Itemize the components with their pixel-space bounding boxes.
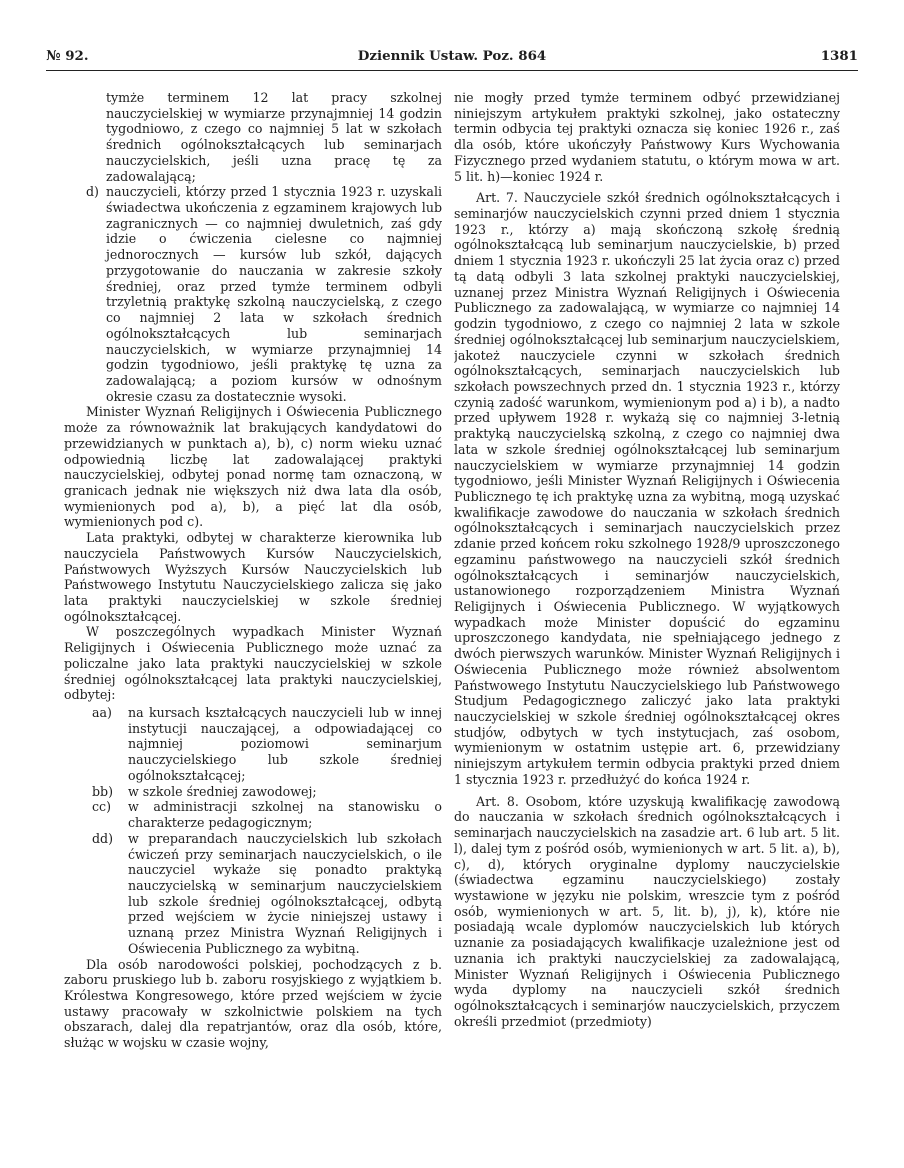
sub-item-aa (64, 705, 442, 784)
sub-item-label: dd) (92, 830, 114, 846)
right-column (454, 90, 840, 1160)
sub-item-dd (64, 831, 442, 957)
list-item-text: nauczycieli, którzy przed 1 stycznia 1923 r. uzyskali świadectwa ukończenia z egzaminem krajowych lub zagranicznych — co najmniej dwuletnich, zaś gdy idzie o ćwiczenia cielesne co najmniej jednorocznych — kursów lub szkół, dających przygotowanie do nauczania w zakresie szkoły średniej, oraz przed tymże terminem odbyli trzyletnią praktykę szkolną nauczycielską, z czego co najmniej 2 lata w szkołach średnich ogólnokształcących lub seminarjach nauczycielskich, w wymiarze przynajmniej 14 godzin tygodniowo, jeśli praktykę tę uzna za zadowalającą; a poziom kursów w odnośnym okresie czasu za dostatecznie wysoki. (106, 184, 442, 404)
issue-number: № 92. (46, 48, 89, 64)
paragraph-minister: Minister Wyznań Religijnych i Oświecenia Publicznego może za równoważnik lat brakujących kandydatowi do przewidzianych w punktach a), b), c) norm wieku uznać odpowiednią liczbę lat zadowalającej praktyki nauczycielskiej, odbytej ponad normę tam oznaczoną, w granicach jednak nie większych niż dwa lata dla osób, wymienionych pod a), b), a pięć lat dla osób, wymienionych pod c). (64, 404, 442, 530)
paragraph-w-poszczegolnych: W poszczególnych wypadkach Minister Wyznań Religijnych i Oświecenia Publicznego może uznać za policzalne jako lata praktyki nauczycielskiej w szkole średniej ogólnokształcącej lata praktyki nauczycielskiej, odbytej: (64, 624, 442, 703)
left-column (64, 90, 442, 1160)
sub-item-label: aa) (92, 705, 112, 721)
article-8: Art. 8. Osobom, które uzyskują kwalifikację zawodową do nauczania w szkołach średnich ogólnokształcących i seminarjach nauczycielskich na zasadzie art. 6 lub art. 5 lit. l), dalej tym z pośród osób, wymienionych w art. 5 lit. a), b), c), d), których oryginalne dyplomy nauczycielskie (świadectwa egzaminu nauczycielskiego) zostały wystawione w języku nie polskim, wreszcie tym z pośród osób, wymienionych w art. 5, lit. b), j), k), które nie posiadają wcale dyplomów nauczycielskich lub których uznanie za posiadających kwalifikacje uzależnione jest od uznania ich praktyki nauczycielskiej za zadowalającą, Minister Wyznań Religijnych i Oświecenia Publicznego wyda dyplomy na nauczycieli szkół średnich ogólnokształcących i seminarjów nauczycielskich, przyczem określi przedmiot (przedmioty) (454, 793, 840, 1029)
sub-item-label: cc) (92, 799, 112, 815)
paragraph-lata-praktyki: Lata praktyki, odbytej w charakterze kierownika lub nauczyciela Państwowych Kursów Nauczycielskich, Państwowych Wyższych Kursów Nauczycielskich lub Państwowego Instytutu Nauczycielskiego zalicza się jako lata praktyki nauczycielskiej w szkole średniej ogólnokształcącej. (64, 530, 442, 624)
list-item-d (64, 184, 442, 404)
paragraph-dla-osob: Dla osób narodowości polskiej, pochodzących z b. zaboru pruskiego lub b. zaboru rosyjskiego z wyjątkiem b. Królestwa Kongresowego, które przed wejściem w życie ustawy pracowały w szkolnictwie polskiem na tych obszarach, dalej dla repatrjantów, oraz dla osób, które, służąc w wojsku w czasie wojny, (64, 956, 442, 1051)
journal-title: Dziennik Ustaw. Poz. 864 (357, 48, 547, 64)
page-number: 1381 (820, 48, 858, 64)
continued-paragraph: nie mogły przed tymże terminem odbyć przewidzianej niniejszym artykułem praktyki szkolnej, jako ostateczny termin odbycia tej praktyki oznacza się koniec 1926 r., zaś dla osób, które ukończyły Państwowy Kurs Wychowania Fizycznego przed wydaniem statutu, o którym mowa w art. 5 lit. h)—koniec 1924 r. (454, 90, 840, 184)
sub-item-label: bb) (92, 783, 114, 799)
sub-item-text: w administracji szkolnej na stanowisku o charakterze pedagogicznym; (128, 799, 442, 831)
sub-item-bb (64, 784, 442, 800)
sub-item-text: na kursach kształcących nauczycieli lub w innej instytucji nauczającej, a odpowiadającej co najmniej poziomowi seminarjum nauczycielskiego lub szkole średniej ogólnokształcącej; (128, 705, 442, 783)
list-label: d) (86, 184, 99, 200)
header-rule (46, 70, 858, 71)
sub-item-text: w preparandach nauczycielskich lub szkołach ćwiczeń przy seminarjach nauczycielskich, o ile nauczyciel wykaże się ponadto praktyką nauczycielską w seminarjum nauczycielskiem lub szkole średniej ogólnokształcącej, odbytą przed wejściem w życie niniejszej ustawy i uznaną przez Ministra Wyznań Religijnych i Oświecenia Publicznego za wybitną. (128, 830, 442, 956)
sub-item-text: w szkole średniej zawodowej; (128, 783, 317, 799)
sub-item-cc (64, 799, 442, 830)
article-7: Art. 7. Nauczyciele szkół średnich ogólnokształcących i seminarjów nauczycielskich czynni przed dniem 1 stycznia 1923 r., którzy a) mają skończoną szkołę średnią ogólnokształcącą lub seminarjum nauczycielskie, b) przed dniem 1 stycznia 1923 r. ukończyli 25 lat życia oraz c) przed tą datą odbyli 3 lata szkolnej praktyki nauczycielskiej, uznanej przez Ministra Wyznań Religijnych i Oświecenia Publicznego za zadowalającą, w wymiarze co najmniej 14 godzin tygodniowo, z czego co najmniej 2 lata w szkole średniej ogólnokształcącej lub seminarjum nauczycielskiem, jakoteż nauczyciele czynni w szkołach średnich ogólnokształcących, seminarjach nauczycielskich lub szkołach powszechnych przed dn. 1 stycznia 1923 r., którzy czynią zadość warunkom, wymienionym pod a) i b), a nadto przed upływem 1928 r. wykażą się co najmniej 3-letnią praktyką nauczycielską szkolną, z czego co najmniej dwa lata w szkole średniej ogólnokształcącej lub seminarjum nauczycielskiem w wymiarze przynajmniej 14 godzin tygodniowo, jeśli Minister Wyznań Religijnych i Oświecenia Publicznego tę ich praktykę uzna za wybitną, mogą uzyskać kwalifikacje zawodowe do nauczania w szkołach średnich ogólnokształcących i seminarjach nauczycielskich przez zdanie przed końcem roku szkolnego 1928/9 uproszczonego egzaminu państwowego na nauczycieli szkół średnich ogólnokształcących i seminarjów nauczycielskich, ustanowionego rozporządzeniem Ministra Wyznań Religijnych i Oświecenia Publicznego. W wyjątkowych wypadkach może Minister dopuścić do egzaminu uproszczonego kandydata, nie spełniającego jednego z dwóch pierwszych warunków. Minister Wyznań Religijnych i Oświecenia Publicznego może również absolwentom Państwowego Instytutu Nauczycielskiego lub Państwowego Studjum Pedagogicznego zaliczyć jako lata praktyki nauczycielskiej w szkole średniej ogólnokształcącej okres studjów, odbytych w tych instytucjach, zaś osobom, wymienionym w ostatnim ustępie art. 6, przewidziany niniejszym artykułem termin odbycia praktyki przed dniem 1 stycznia 1923 r. przedłużyć do końca 1924 r. (454, 190, 840, 787)
page-header (46, 48, 858, 70)
continued-paragraph: tymże terminem 12 lat pracy szkolnej nauczycielskiej w wymiarze przynajmniej 14 godzin tygodniowo, z czego co najmniej 5 lat w szkołach średnich ogólnokształcących lub seminarjach nauczycielskich, jeśli uzna pracę tę za zadowalającą; (106, 90, 442, 184)
